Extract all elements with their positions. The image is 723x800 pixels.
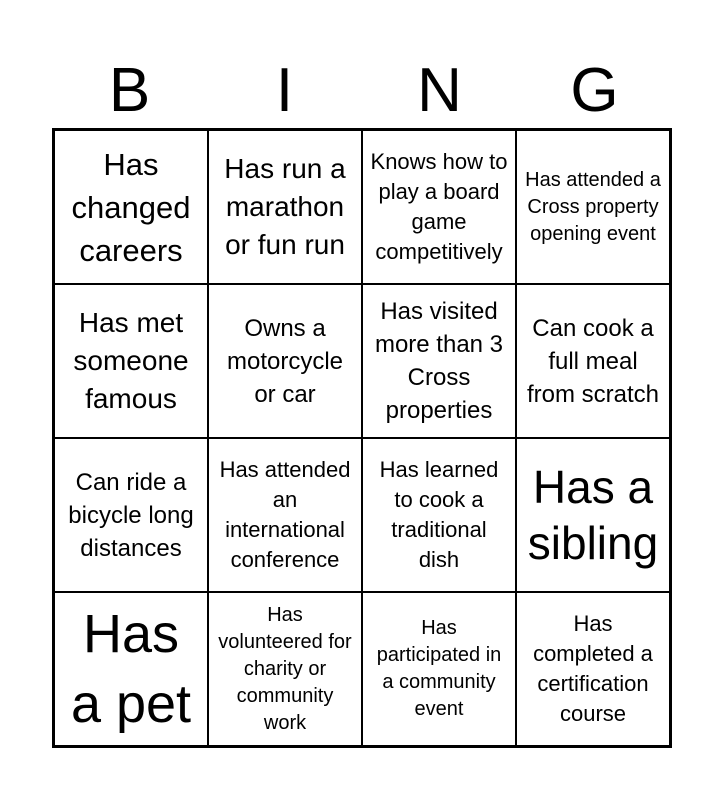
bingo-header — [52, 58, 672, 124]
cell-text: Has participated in a community event — [376, 617, 502, 720]
cell-text: Has a pet — [70, 604, 192, 734]
cell-text: Has completed a certification course — [533, 611, 653, 726]
bingo-cell-7[interactable] — [362, 284, 516, 438]
bingo-cell-3[interactable] — [362, 130, 516, 284]
cell-text: Has attended an international conference — [219, 457, 351, 572]
bingo-cell-10[interactable] — [208, 438, 362, 592]
header-letter-b: B — [108, 56, 151, 125]
cell-text: Knows how to play a board game competitively — [370, 149, 508, 264]
cell-text: Has a sibling — [527, 461, 659, 569]
cell-text: Can cook a full meal from scratch — [526, 314, 660, 408]
header-letter-i: I — [275, 56, 294, 125]
cell-text: Has visited more than 3 Cross properties — [374, 298, 504, 424]
cell-text: Can ride a bicycle long distances — [68, 468, 194, 562]
bingo-cell-15[interactable] — [362, 592, 516, 746]
bingo-cell-6[interactable] — [208, 284, 362, 438]
bingo-cell-14[interactable] — [208, 592, 362, 746]
bingo-cell-9[interactable] — [54, 438, 208, 592]
header-letter-n: N — [417, 56, 462, 125]
bingo-grid — [52, 128, 672, 748]
bingo-cell-2[interactable] — [208, 130, 362, 284]
bingo-cell-16[interactable] — [516, 592, 670, 746]
cell-text: Has changed careers — [71, 146, 191, 268]
bingo-cell-13[interactable] — [54, 592, 208, 746]
bingo-cell-11[interactable] — [362, 438, 516, 592]
bingo-cell-1[interactable] — [54, 130, 208, 284]
header-letter-g: G — [570, 56, 619, 125]
cell-text: Has met someone famous — [73, 307, 189, 414]
cell-text: Has volunteered for charity or community work — [218, 603, 352, 734]
cell-text: Owns a motorcycle or car — [226, 314, 344, 408]
bingo-cell-5[interactable] — [54, 284, 208, 438]
bingo-cell-8[interactable] — [516, 284, 670, 438]
bingo-cell-4[interactable] — [516, 130, 670, 284]
cell-text: Has attended a Cross property opening event — [525, 168, 661, 245]
bingo-cell-12[interactable] — [516, 438, 670, 592]
cell-text: Has learned to cook a traditional dish — [379, 457, 499, 572]
cell-text: Has run a marathon or fun run — [224, 153, 346, 260]
